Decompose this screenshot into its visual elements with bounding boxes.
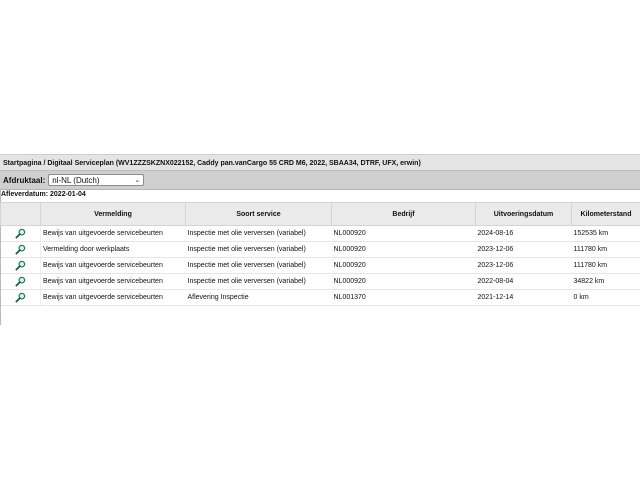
header-icon-column (1, 203, 41, 226)
service-table (0, 202, 640, 306)
cell-kilometerstand: 152535 km (572, 226, 640, 242)
cell-vermelding: Bewijs van uitgevoerde servicebeurten (41, 290, 186, 306)
row-action-cell[interactable] (1, 242, 41, 258)
table-row[interactable] (1, 290, 640, 306)
cell-kilometerstand: 111780 km (572, 258, 640, 274)
cell-vermelding: Vermelding door werkplaats (41, 242, 186, 258)
cell-soort-service: Inspectie met olie verversen (variabel) (186, 258, 332, 274)
header-bedrijf[interactable]: Bedrijf (332, 203, 476, 226)
table-row[interactable] (1, 274, 640, 290)
cell-bedrijf: NL000920 (332, 258, 476, 274)
table-row[interactable] (1, 226, 640, 242)
cell-vermelding: Bewijs van uitgevoerde servicebeurten (41, 258, 186, 274)
table-row[interactable] (1, 242, 640, 258)
chevron-down-icon: ⌄ (134, 177, 141, 184)
magnifier-icon[interactable] (15, 228, 26, 239)
row-action-cell[interactable] (1, 258, 41, 274)
cell-uitvoeringsdatum: 2023-12-06 (476, 242, 572, 258)
cell-kilometerstand: 34822 km (572, 274, 640, 290)
cell-uitvoeringsdatum: 2021-12-14 (476, 290, 572, 306)
cell-soort-service: Inspectie met olie verversen (variabel) (186, 242, 332, 258)
cell-bedrijf: NL000920 (332, 226, 476, 242)
header-kilometerstand[interactable]: Kilometerstand (572, 203, 640, 226)
print-language-select[interactable] (48, 174, 144, 186)
cell-bedrijf: NL001370 (332, 290, 476, 306)
header-vermelding[interactable]: Vermelding (41, 203, 186, 226)
cell-kilometerstand: 111780 km (572, 242, 640, 258)
header-soort-service[interactable]: Soort service (186, 203, 332, 226)
cell-vermelding: Bewijs van uitgevoerde servicebeurten (41, 226, 186, 242)
cell-vermelding: Bewijs van uitgevoerde servicebeurten (41, 274, 186, 290)
print-language-bar (0, 171, 640, 190)
cell-uitvoeringsdatum: 2024-08-16 (476, 226, 572, 242)
cell-soort-service: Inspectie met olie verversen (variabel) (186, 226, 332, 242)
delivery-date: Afleverdatum: 2022-01-04 (1, 191, 86, 198)
cell-kilometerstand: 0 km (572, 290, 640, 306)
row-action-cell[interactable] (1, 274, 41, 290)
cell-bedrijf: NL000920 (332, 242, 476, 258)
print-language-label: Afdruktaal: (3, 175, 46, 185)
cell-soort-service: Inspectie met olie verversen (variabel) (186, 274, 332, 290)
header-uitvoeringsdatum[interactable]: Uitvoeringsdatum (476, 203, 572, 226)
magnifier-icon[interactable] (15, 276, 26, 287)
table-header-row (1, 203, 640, 226)
print-language-value: nl-NL (Dutch) (52, 176, 100, 185)
cell-bedrijf: NL000920 (332, 274, 476, 290)
row-action-cell[interactable] (1, 290, 41, 306)
cell-uitvoeringsdatum: 2022-08-04 (476, 274, 572, 290)
magnifier-icon[interactable] (15, 292, 26, 303)
breadcrumb: Startpagina / Digitaal Serviceplan (WV1ZZZSKZNX022152, Caddy pan.vanCargo 55 CRD M6, 2022, SBAA34, DTRF, UFX, erwin) (0, 154, 640, 171)
table-row[interactable] (1, 258, 640, 274)
cell-uitvoeringsdatum: 2023-12-06 (476, 258, 572, 274)
magnifier-icon[interactable] (15, 260, 26, 271)
magnifier-icon[interactable] (15, 244, 26, 255)
cell-soort-service: Aflevering Inspectie (186, 290, 332, 306)
row-action-cell[interactable] (1, 226, 41, 242)
